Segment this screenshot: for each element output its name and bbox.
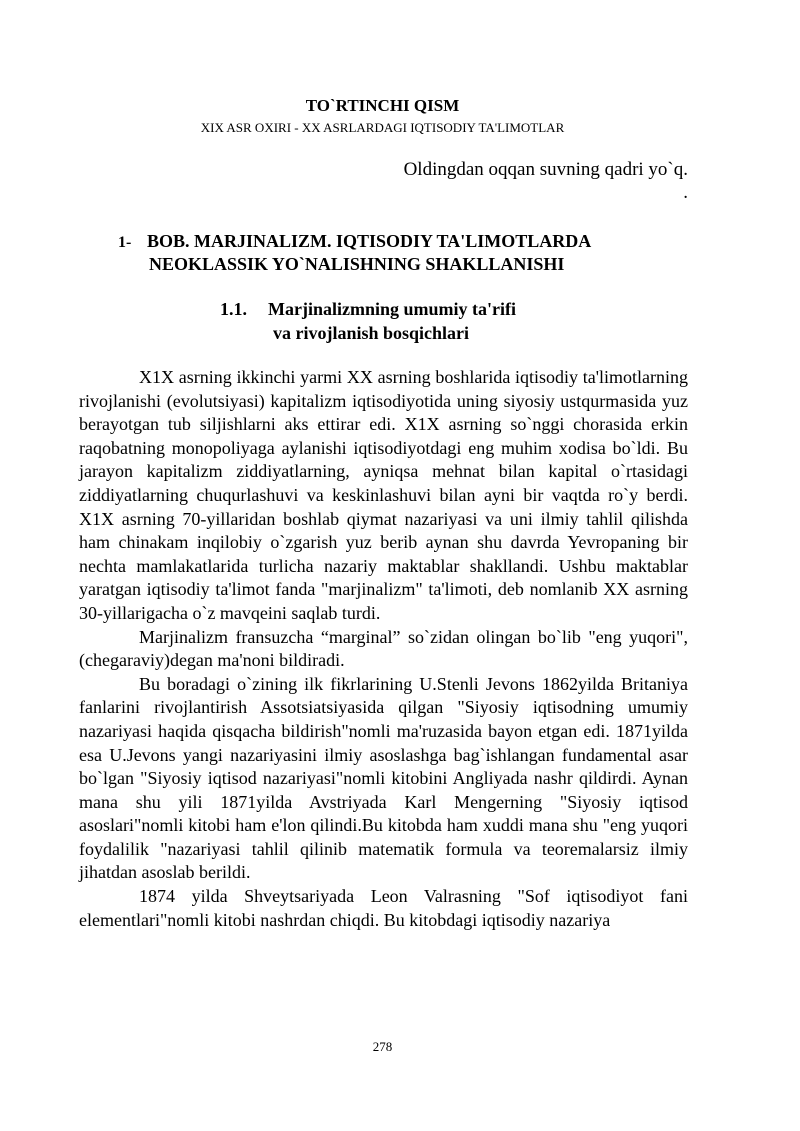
chapter-number: 1- bbox=[118, 234, 132, 251]
paragraph: 1874 yilda Shveytsariyada Leon Valrasning "Sof iqtisodiyot fani elementlari"nomli kitobi nashrdan chiqdi. Bu kitobdagi iqtisodiy nazariya bbox=[79, 886, 688, 930]
paragraph: Bu boradagi o`zining ilk fikrlarining U.Stenli Jevons 1862yilda Britaniya fanlarini rivojlantirish Assotsiatsiyasida qilgan "Siyosiy iqtisodning umumiy nazariyasi haqida qisqacha bildirish"nomli ma'ruzasida bayon etgan edi. 1871yilda esa U.Jevons yangi nazariyasini ilmiy asoslashga bag`ishlangan fundamental asar bo`lgan "Siyosiy iqtisod nazariyasi"nomli kitobini Angliyada nashr qildirdi. Aynan mana shu yili 1871yilda Avstriyada Karl Mengerning "Siyosiy iqtisod asoslari"nomli kitobi ham e'lon qilindi.Bu kitobda ham xuddi mana shu "eng yuqori foydalilik "nazariyasi tahlil qilinib matematik formula va teoremalarsiz ilmiy jihatdan asoslab berildi. bbox=[79, 673, 688, 883]
part-subtitle: XIX ASR OXIRI - XX ASRLARDAGI IQTISODIY TA'LIMOTLAR bbox=[200, 120, 565, 135]
section-title-line-2: va rivojlanish bosqichlari bbox=[273, 323, 470, 343]
chapter-title-line-2: NEOKLASSIK YO`NALISHNING SHAKLLANISHI bbox=[149, 254, 565, 274]
section-title-line-1: Marjinalizmning umumiy ta'rifi bbox=[268, 299, 516, 319]
chapter-title-line-1: BOB. MARJINALIZM. IQTISODIY TA'LIMOTLARDA bbox=[147, 231, 592, 251]
epigraph: Oldingdan oqqan suvning qadri yo`q. bbox=[403, 159, 688, 180]
epigraph-trailing-dot: . bbox=[683, 182, 688, 203]
part-title: TO`RTINCHI QISM bbox=[305, 96, 460, 115]
paragraph: X1X asrning ikkinchi yarmi XX asrning boshlarida iqtisodiy ta'limotlarning rivojlanishi (evolutsiyasi) kapitalizm iqtisodiyotida uning siyosiy ustqurmasida yuz berayotgan tub siljishlarni aks ettirar edi. X1X asrning so`nggi chorasida erkin raqobatning monopoliyaga aylanishi iqtisodiyotdagi eng muhim xodisa bo`ldi. Bu jarayon kapitalizm ziddiyatlarning, ayniqsa mehnat bilan kapital o`rtasidagi ziddiyatlarning chuqurlashuvi va keskinlashuvi bilan ayni bir vaqtda ro`y berdi. X1X asrning 70-yillaridan boshlab qiymat nazariyasi va uni ilmiy tahlil qilishda ham chinakam inqilobiy o`zgarish yuz berib aynan shu davrda Yevropaning bir nechta mamlakatlarida turlicha nazariy maktablar shakllandi. Ushbu maktablar yaratgan iqtisodiy ta'limot fanda "marjinalizm" ta'limoti, deb nomlanib XX asrning 30-yillarigacha o`z mavqeini saqlab turdi. bbox=[79, 367, 688, 623]
paragraph: Marjinalizm fransuzcha “marginal” so`zidan olingan bo`lib "eng yuqori", (chegaraviy)degan ma'noni bildiradi. bbox=[79, 626, 688, 671]
body-text bbox=[79, 366, 688, 932]
page-number: 278 bbox=[372, 1039, 393, 1054]
section-number: 1.1. bbox=[220, 299, 247, 319]
